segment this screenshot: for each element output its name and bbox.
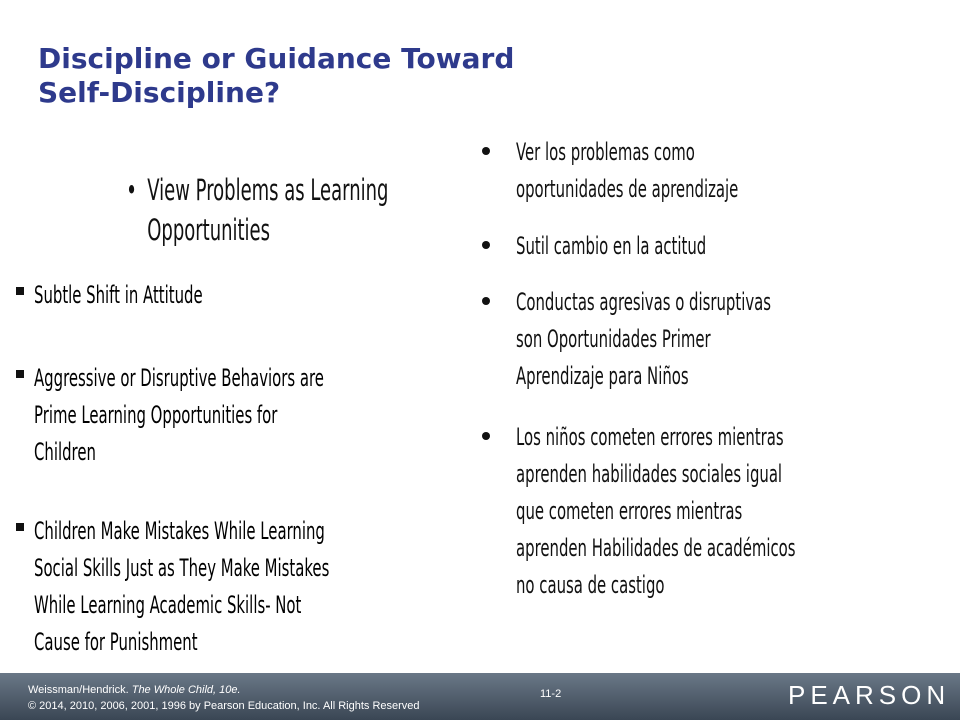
footer-citation [28,684,241,696]
main-bullet-line-2: Opportunities [147,213,270,247]
sub-item-line: Subtle Shift in Attitude [34,281,203,309]
right-item-line: Aprendizaje para Niños [516,362,689,390]
main-bullet-line-1: View Problems as Learning [147,173,389,207]
bullet-symbol: • [126,173,137,207]
square-bullet-icon [16,370,24,378]
right-item-line: oportunidades de aprendizaje [516,175,739,203]
sub-item-line: Social Skills Just as They Make Mistakes [34,554,330,582]
round-bullet-icon [482,241,490,249]
slide-title-line-2: Self-Discipline? [38,76,281,109]
sub-item-line: Prime Learning Opportunities for [34,401,278,429]
right-item-line: Sutil cambio en la actitud [516,232,707,260]
sub-item-line: Cause for Punishment [34,628,198,656]
slide-title [38,42,514,110]
left-main-bullet [16,170,576,250]
slide-title-line-1: Discipline or Guidance Toward [38,42,515,75]
round-bullet-icon [482,432,490,440]
right-item-line: aprenden Habilidades de académicos [516,534,796,562]
sub-item-line: Aggressive or Disruptive Behaviors are [34,364,324,392]
sub-item-line: While Learning Academic Skills- Not [34,591,302,619]
right-item-line: que cometen errores mientras [516,497,743,525]
right-item-line: aprenden habilidades sociales igual [516,460,783,488]
right-item-line: Ver los problemas como [516,138,695,166]
footer-book-title: The Whole Child, 10e. [131,684,241,696]
right-item-line: Los niños cometen errores mientras [516,423,784,451]
footer-authors: Weissman/Hendrick. [28,684,132,696]
right-item-line: son Oportunidades Primer [516,325,711,353]
round-bullet-icon [482,297,490,305]
page-number: 11-2 [540,688,562,700]
sub-item-line: Children Make Mistakes While Learning [34,517,325,545]
footer-copyright: © 2014, 2010, 2006, 2001, 1996 by Pearson Education, Inc. All Rights Reserved [28,700,420,712]
square-bullet-icon [16,287,24,295]
pearson-logo: PEARSON [788,680,951,710]
right-item-line: Conductas agresivas o disruptivas [516,288,772,316]
square-bullet-icon [16,523,24,531]
round-bullet-icon [482,147,490,155]
right-item-line: no causa de castigo [516,571,665,599]
sub-item-line: Children [34,438,96,466]
